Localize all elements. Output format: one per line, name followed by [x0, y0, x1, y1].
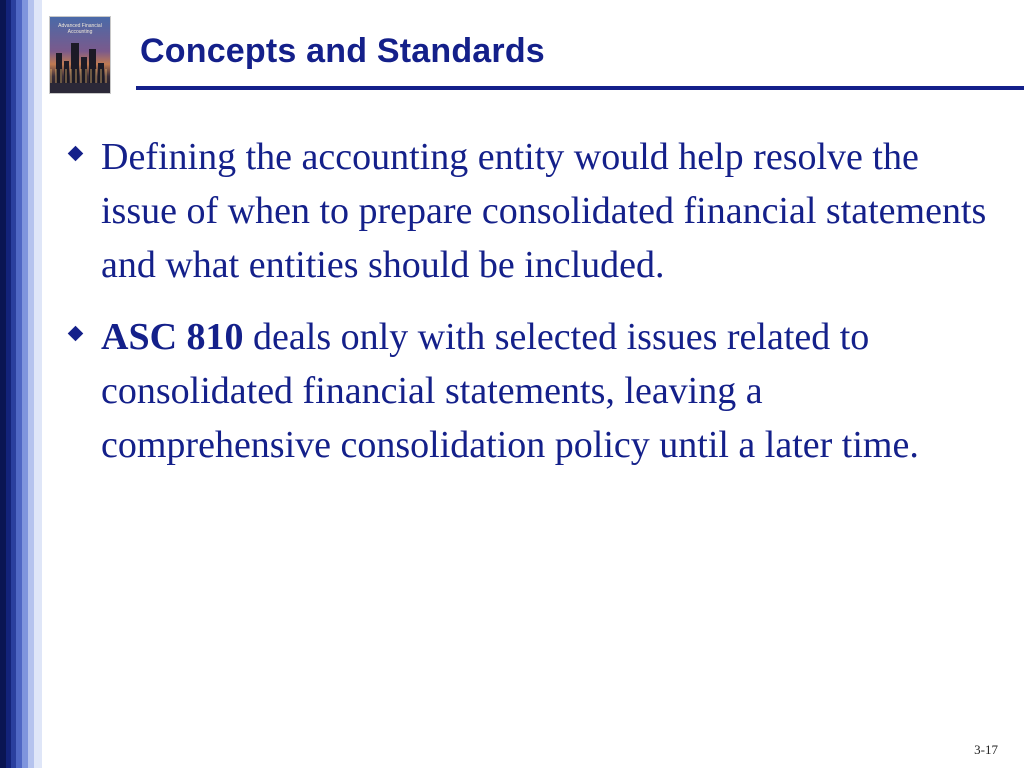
bullet-lead-term: ASC 810 — [101, 316, 244, 358]
bullet-list — [64, 130, 994, 490]
cover-city-lights — [50, 69, 110, 83]
title-underline — [136, 86, 1024, 90]
diamond-bullet-icon — [68, 326, 84, 342]
bullet-text: deals only with selected issues related to consolidated financial statements, leaving a comprehensive consolidation policy until a later time. — [101, 316, 919, 466]
cover-title-text: Advanced Financial Accounting — [58, 23, 102, 35]
page-number: 3-17 — [974, 742, 998, 757]
cover-author-band — [50, 83, 110, 93]
diamond-bullet-icon — [68, 146, 84, 162]
bullet-item — [64, 130, 994, 292]
textbook-cover-image — [50, 17, 110, 93]
bullet-text: Defining the accounting entity would help resolve the issue of when to prepare consolidated financial statements and what entities should be included. — [101, 136, 987, 286]
slide-title: Concepts and Standards — [140, 32, 545, 70]
bullet-item — [64, 310, 994, 472]
left-gradient-bar — [0, 0, 42, 768]
